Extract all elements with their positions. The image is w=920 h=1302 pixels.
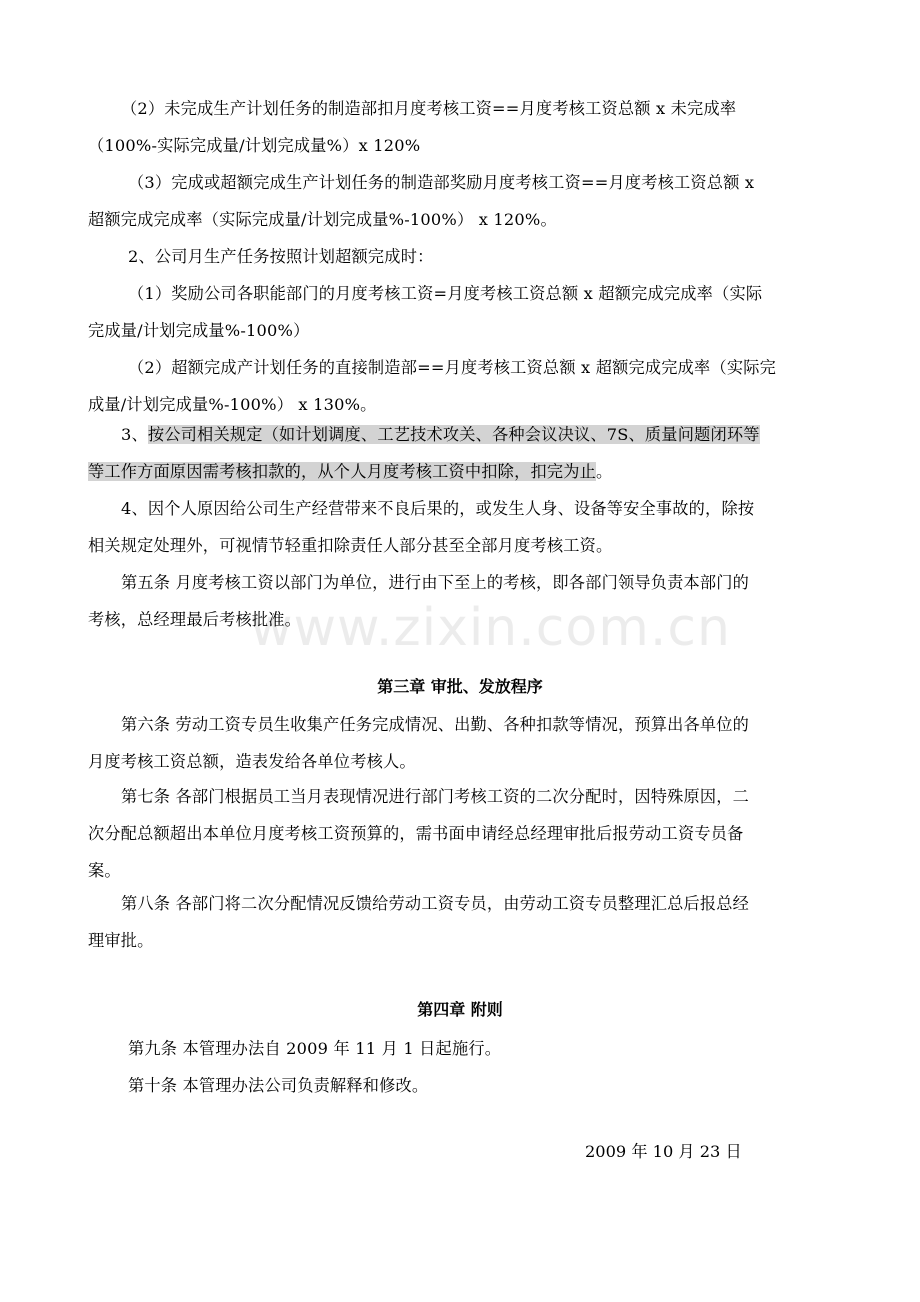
text-line: 第五条 月度考核工资以部门为单位，进行由下至上的考核，即各部门领导负责本部门的 xyxy=(121,573,750,592)
text-line xyxy=(88,416,833,453)
document-date: 2009 年 10 月 23 日 xyxy=(585,1142,742,1161)
paragraph-article-6 xyxy=(88,706,833,780)
paragraph-article-7 xyxy=(88,778,833,889)
paragraph-deduction-rule xyxy=(88,90,833,164)
punctuation: 。 xyxy=(596,462,613,481)
highlighted-text: 等工作方面原因需考核扣款的，从个人月度考核工资中扣除，扣完为止 xyxy=(88,462,597,481)
text-line: 次分配总额超出本单位月度考核工资预算的，需书面申请经总经理审批后报劳动工资专员备 xyxy=(88,824,744,843)
paragraph-item-2 xyxy=(88,238,833,275)
paragraph-item-3-highlighted xyxy=(88,416,833,490)
chapter-4-heading: 第四章 附则 xyxy=(417,1000,503,1019)
text-line: 案。 xyxy=(88,861,121,880)
text-line: 超额完成完成率（实际完成量/计划完成量%-100%） x 120%。 xyxy=(88,210,557,229)
paragraph-article-5 xyxy=(88,564,833,638)
paragraph-direct-manufacturing-reward xyxy=(88,349,833,423)
text-line: 月度考核工资总额，造表发给各单位考核人。 xyxy=(88,752,416,771)
text-line: 相关规定处理外，可视情节轻重扣除责任人部分甚至全部月度考核工资。 xyxy=(88,536,613,555)
text-line: 第八条 各部门将二次分配情况反馈给劳动工资专员，由劳动工资专员整理汇总后报总经 xyxy=(121,894,750,913)
paragraph-reward-rule xyxy=(88,164,833,238)
text-line: （2）超额完成产计划任务的直接制造部==月度考核工资总额 x 超额完成完成率（实际完 xyxy=(128,358,776,377)
item-number: 3、 xyxy=(121,425,148,444)
text-line: （1）奖励公司各职能部门的月度考核工资=月度考核工资总额 x 超额完成完成率（实际 xyxy=(128,284,763,303)
text-line: （100%-实际完成量/计划完成量%）x 120% xyxy=(88,136,421,155)
text-line: （3）完成或超额完成生产计划任务的制造部奖励月度考核工资==月度考核工资总额 x xyxy=(128,173,755,192)
paragraph-item-4 xyxy=(88,490,833,564)
text-line: 第七条 各部门根据员工当月表现情况进行部门考核工资的二次分配时，因特殊原因，二 xyxy=(121,787,750,806)
paragraph-article-8 xyxy=(88,885,833,959)
text-line: 4、因个人原因给公司生产经营带来不良后果的，或发生人身、设备等安全事故的，除按 xyxy=(121,499,755,518)
text-line: 2、公司月生产任务按照计划超额完成时： xyxy=(128,247,434,266)
text-line: （2）未完成生产计划任务的制造部扣月度考核工资==月度考核工资总额 x 未完成率 xyxy=(121,99,737,118)
watermark: www.zixin.com.cn xyxy=(250,598,731,658)
text-line: 考核，总经理最后考核批准。 xyxy=(88,610,302,629)
paragraph-article-9 xyxy=(88,1030,833,1067)
paragraph-article-10 xyxy=(88,1067,833,1104)
text-line: 第十条 本管理办法公司负责解释和修改。 xyxy=(128,1076,429,1095)
text-line: 理审批。 xyxy=(88,931,154,950)
highlighted-text: 按公司相关规定（如计划调度、工艺技术攻关、各种会议决议、7S、质量问题闭环等 xyxy=(147,425,760,444)
paragraph-functional-dept-reward xyxy=(88,275,833,349)
text-line: 完成量/计划完成量%-100%） xyxy=(88,321,310,340)
text-line xyxy=(88,453,833,490)
chapter-3-heading: 第三章 审批、发放程序 xyxy=(377,677,543,696)
text-line: 成量/计划完成量%-100%） x 130%。 xyxy=(88,395,377,414)
text-line: 第九条 本管理办法自 2009 年 11 月 1 日起施行。 xyxy=(128,1039,502,1058)
text-line: 第六条 劳动工资专员生收集产任务完成情况、出勤、各种扣款等情况，预算出各单位的 xyxy=(121,715,750,734)
